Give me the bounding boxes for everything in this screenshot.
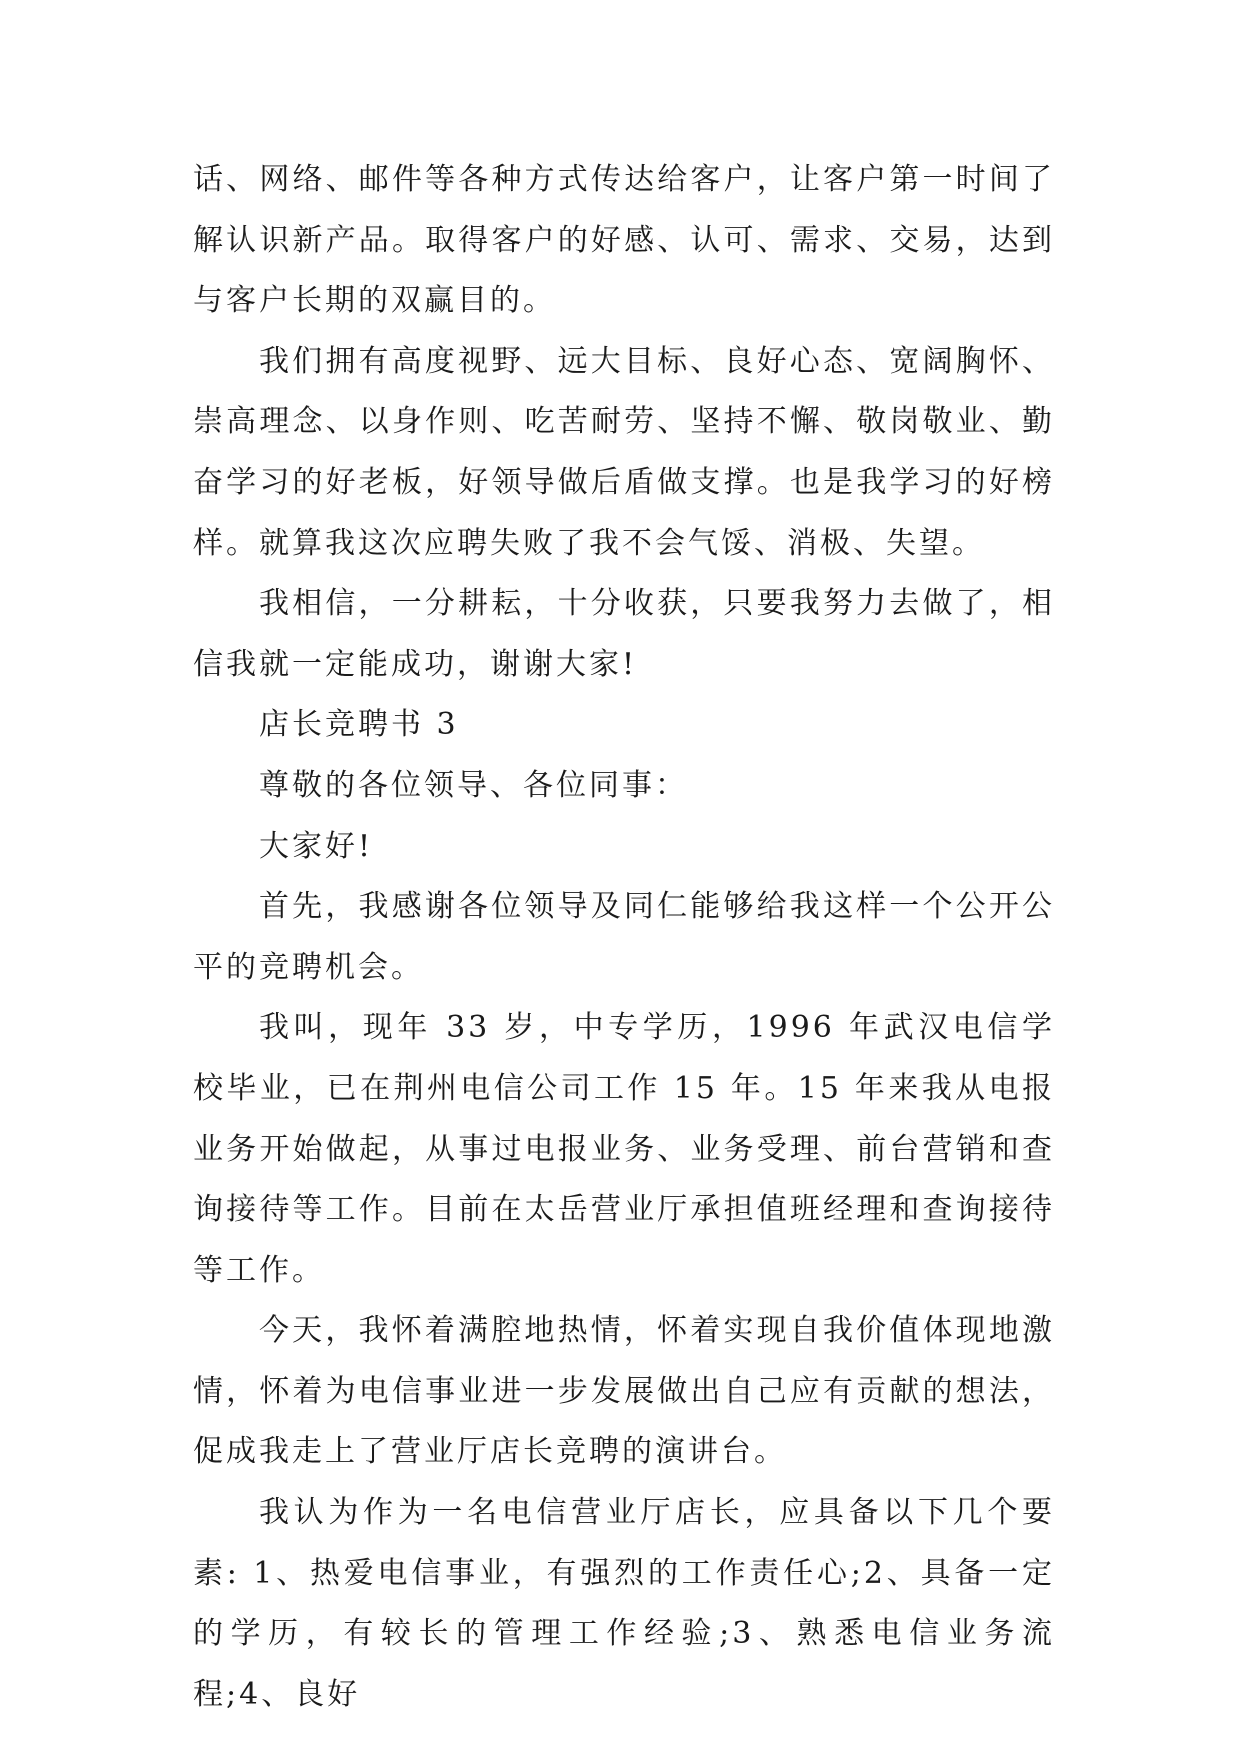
paragraph-introduction: 我叫，现年 33 岁，中专学历，1996 年武汉电信学校毕业，已在荆州电信公司工作 15 年。15 年来我从电报业务开始做起，从事过电报业务、业务受理、前台营销和查询接待等工作。目前在太岳营业厅承担值班经理和查询接待等工作。 bbox=[193, 1010, 1055, 1288]
paragraph-closing: 我相信，一分耕耘，十分收获，只要我努力去做了，相信我就一定能成功，谢谢大家! bbox=[193, 586, 1055, 682]
paragraph-motivation: 今天，我怀着满腔地热情，怀着实现自我价值体现地激情，怀着为电信事业进一步发展做出自己应有贡献的想法，促成我走上了营业厅店长竞聘的演讲台。 bbox=[193, 1313, 1055, 1470]
salutation: 尊敬的各位领导、各位同事： bbox=[259, 767, 688, 803]
paragraph-thanks: 首先，我感谢各位领导及同仁能够给我这样一个公开公平的竞聘机会。 bbox=[193, 889, 1055, 985]
paragraph-continuation: 话、网络、邮件等各种方式传达给客户，让客户第一时间了解认识新产品。取得客户的好感、认可、需求、交易，达到与客户长期的双赢目的。 bbox=[193, 162, 1055, 319]
document-body bbox=[193, 150, 1055, 1725]
greeting: 大家好! bbox=[259, 828, 374, 864]
paragraph-requirements: 我认为作为一名电信营业厅店长，应具备以下几个要素: 1、热爱电信事业，有强烈的工作责任心;2、具备一定的学历，有较长的管理工作经验;3、熟悉电信业务流程;4、良好 bbox=[193, 1495, 1055, 1712]
paragraph-leadership: 我们拥有高度视野、远大目标、良好心态、宽阔胸怀、崇高理念、以身作则、吃苦耐劳、坚持不懈、敬岗敬业、勤奋学习的好老板，好领导做后盾做支撑。也是我学习的好榜样。就算我这次应聘失败了我不会气馁、消极、失望。 bbox=[193, 343, 1055, 561]
section-title: 店长竞聘书 3 bbox=[259, 707, 459, 743]
